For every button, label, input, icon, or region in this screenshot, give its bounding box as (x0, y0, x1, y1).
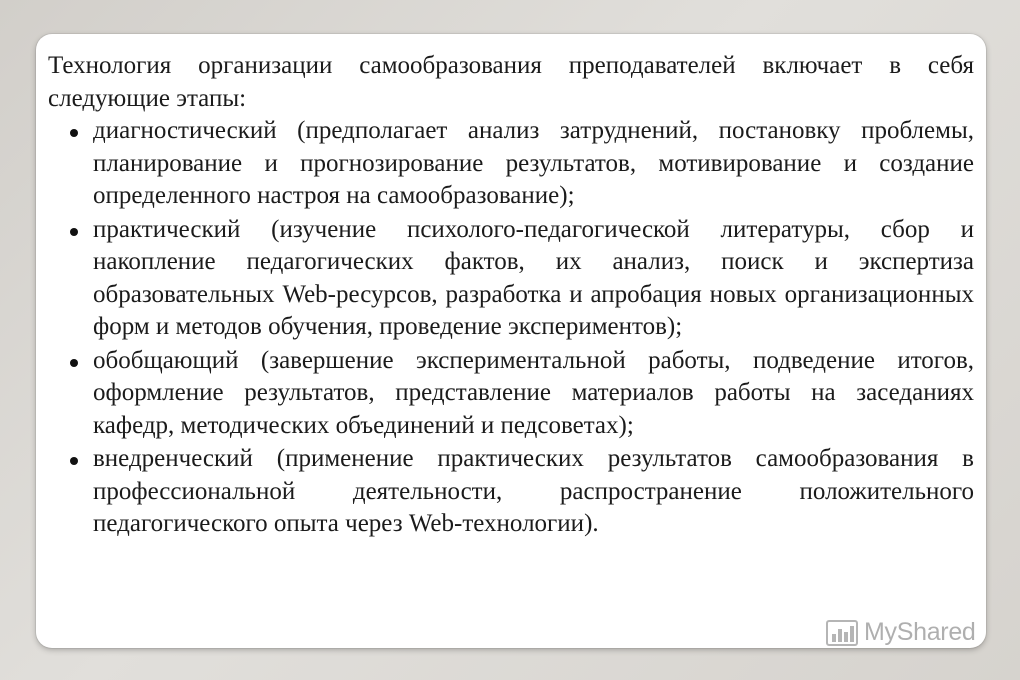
bullet-icon (70, 228, 78, 236)
list-item (48, 345, 974, 443)
list-item (48, 115, 974, 213)
slide-content (48, 50, 974, 542)
stages-list (48, 115, 974, 541)
list-item (48, 214, 974, 344)
intro-paragraph: Технология организации самообразования преподавателей включает в себя следующие этапы: (48, 52, 974, 112)
stage-text: внедренческий (применение практических результатов самообразования в профессиональной деятельности, распространение положительного педагогического опыта через Web-технологии). (93, 445, 974, 537)
bullet-icon (70, 359, 78, 367)
bullet-icon (70, 457, 78, 465)
stage-text: практический (изучение психолого-педагогической литературы, сбор и накопление педагогических фактов, их анализ, поиск и экспертиза образовательных Web-ресурсов, разработка и апробация новых организационных форм и методов обучения, проведение экспериментов); (93, 215, 974, 340)
watermark (826, 618, 976, 647)
stage-text: диагностический (предполагает анализ затруднений, постановку проблемы, планирование и прогнозирование результатов, мотивирование и создание определенного настроя на самообразование); (93, 117, 974, 209)
bullet-icon (70, 129, 78, 137)
list-item (48, 443, 974, 541)
watermark-text: MyShared (864, 618, 976, 646)
stage-text: обобщающий (завершение экспериментальной работы, подведение итогов, оформление результатов, представление материалов работы на заседаниях кафедр, методических объединений и педсоветах); (93, 346, 974, 439)
bar-chart-icon (826, 620, 858, 646)
